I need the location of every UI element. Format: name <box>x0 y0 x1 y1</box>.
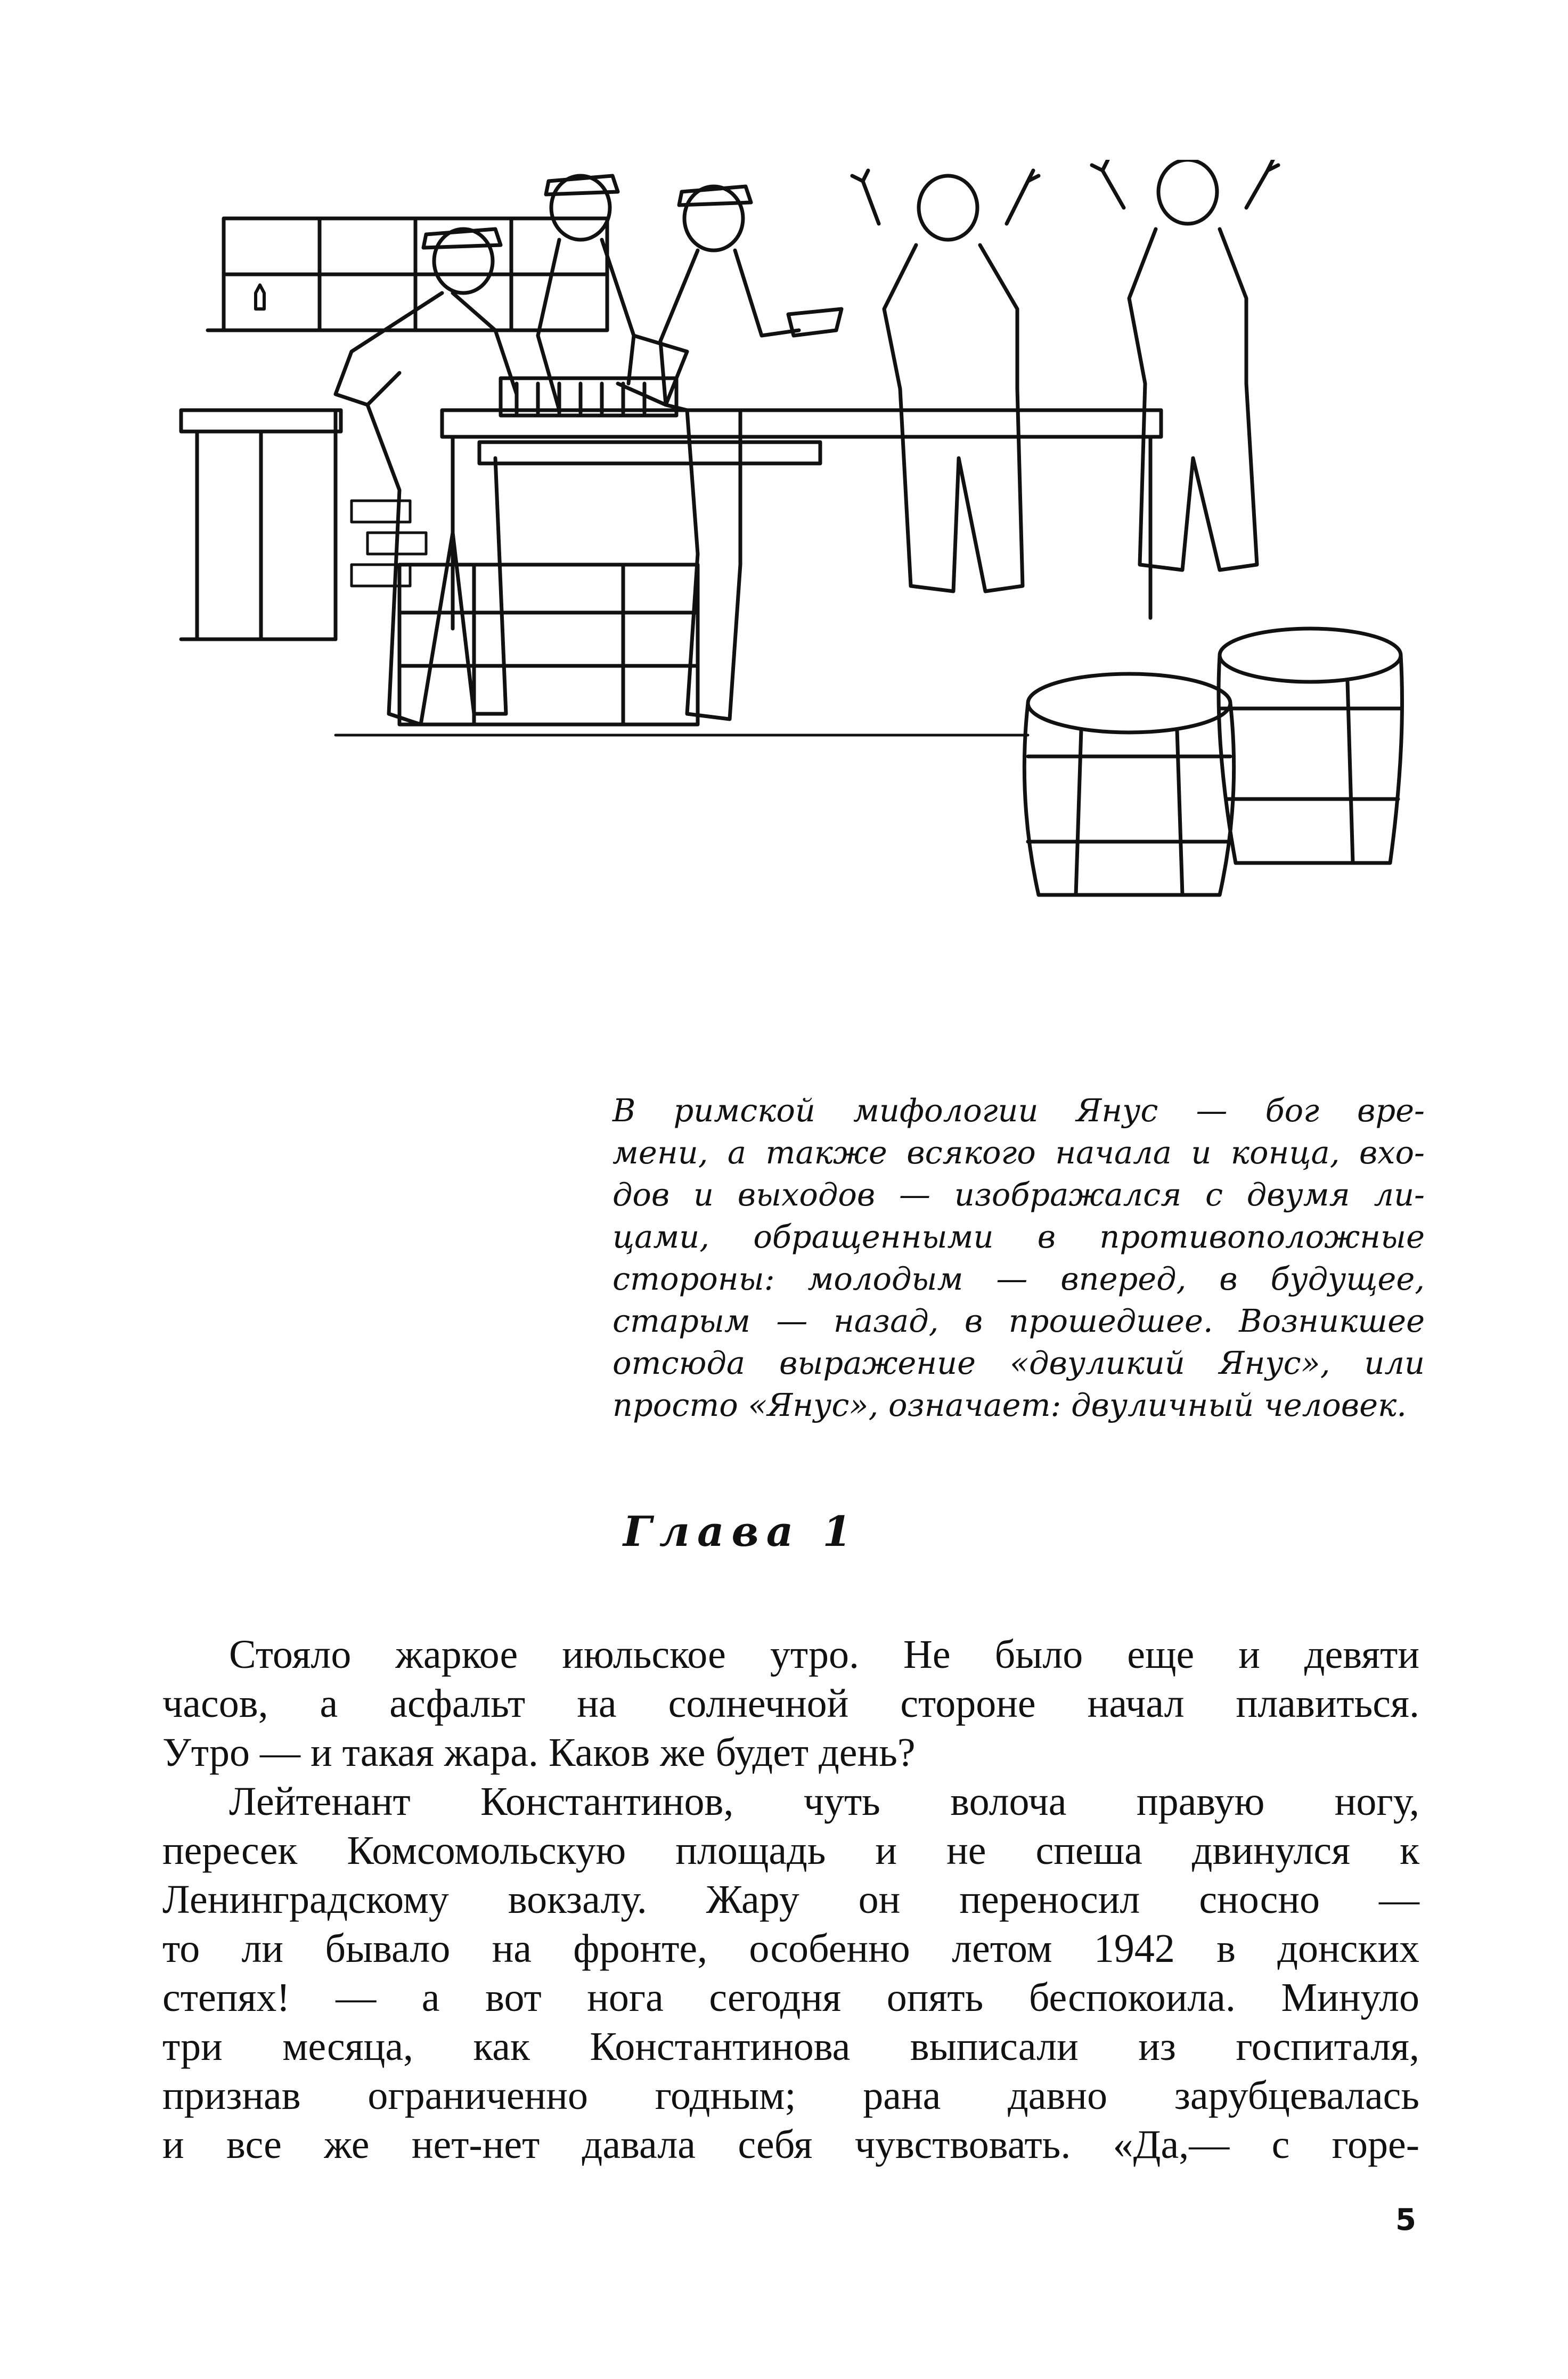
search-scene-drawing <box>176 160 1465 916</box>
body-line: Утро — и такая жара. Каков же будет день? <box>162 1730 916 1775</box>
epigraph-line: просто «Янус», означает: двуличный человек. <box>612 1387 1407 1423</box>
epigraph-line: дов и выходов — изображался с двумя ли- <box>612 1176 1425 1213</box>
epigraph <box>612 1089 1425 1426</box>
body-line: Ленинградскому вокзалу. Жару он переносил сносно — <box>162 1877 1419 1922</box>
epigraph-line: цами, обращенными в противоположные <box>612 1218 1425 1255</box>
body-line: Лейтенант Константинов, чуть волоча правую ногу, <box>229 1779 1419 1824</box>
epigraph-line: отсюда выражение «двуликий Янус», или <box>612 1345 1425 1381</box>
epigraph-line: стороны: молодым — вперед, в будущее, <box>612 1260 1425 1297</box>
epigraph-line: старым — назад, в прошедшее. Возникшее <box>612 1302 1425 1339</box>
body-line: то ли бывало на фронте, особенно летом 1942 в донских <box>162 1926 1419 1971</box>
soldier-with-papers <box>660 186 842 719</box>
page-number: 5 <box>1395 2203 1416 2237</box>
detained-man-left <box>852 170 1039 591</box>
body-line: и все же нет-нет давала себя чувствовать. «Да,— с горе- <box>162 2122 1419 2167</box>
illustration <box>176 160 1465 916</box>
left-table <box>181 410 341 639</box>
chapter-heading: Глава 1 <box>623 1508 859 1556</box>
epigraph-line: мени, а также всякого начала и конца, вхо- <box>612 1134 1425 1171</box>
body-line: степях! — а вот нога сегодня опять беспокоила. Минуло <box>162 1975 1419 2020</box>
epigraph-line: В римской мифологии Янус — бог вре- <box>612 1092 1425 1129</box>
body-line: Стояло жаркое июльское утро. Не было еще и девяти <box>229 1632 1419 1677</box>
barrel-back <box>1219 629 1402 863</box>
body-line: часов, а асфальт на солнечной стороне начал плавиться. <box>162 1681 1419 1726</box>
barrel-front <box>1024 674 1234 895</box>
body-line: пересек Комсомольскую площадь и не спеша двинулся к <box>162 1828 1419 1873</box>
body-line: признав ограниченно годным; рана давно зарубцевалась <box>162 2073 1419 2118</box>
detained-man-right <box>1092 160 1278 570</box>
soldier-bending <box>336 229 517 724</box>
body-text <box>162 1630 1419 2169</box>
body-line: три месяца, как Константинова выписали из госпиталя, <box>162 2024 1419 2069</box>
main-table <box>442 410 1161 629</box>
